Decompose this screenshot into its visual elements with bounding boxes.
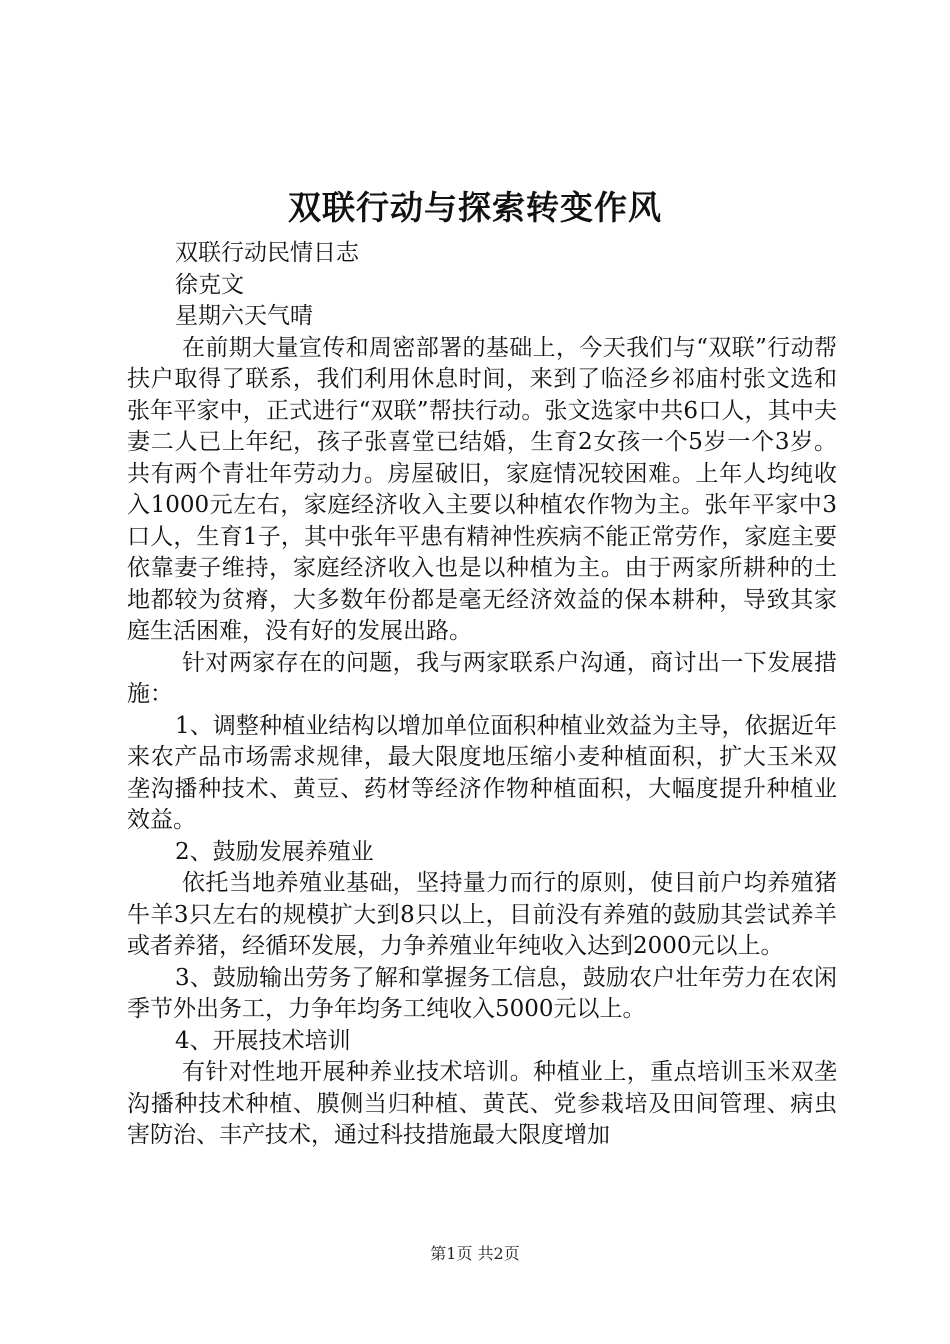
measure-item: 2、鼓励发展养殖业 <box>175 838 374 865</box>
body-paragraph: 针对两家存在的问题，我与两家联系户沟通，商讨出一下发展措施： <box>127 649 837 707</box>
body-paragraph: 依托当地养殖业基础，坚持量力而行的原则，使目前户均养殖猪牛羊3只左右的规模扩大到8只以上，目前没有养殖的鼓励其尝试养羊或者养猪，经循环发展，力争养殖业年纯收入达到2000元以上。 <box>127 870 837 959</box>
document-title: 双联行动与探索转变作风 <box>288 188 662 227</box>
body-paragraph: 在前期大量宣传和周密部署的基础上，今天我们与“双联”行动帮扶户取得了联系，我们利用休息时间，来到了临泾乡祁庙村张文选和张年平家中，正式进行“双联”帮扶行动。张文选家中共6口人，其中夫妻二人已上年纪，孩子张喜堂已结婚，生育2女孩一个5岁一个3岁。共有两个青壮年劳动力。房屋破旧，家庭情况较困难。上年人均纯收入1000元左右，家庭经济收入主要以种植农作物为主。张年平家中3口人，生育1子，其中张年平患有精神性疾病不能正常劳作，家庭主要依靠妻子维持，家庭经济收入也是以种植为主。由于两家所耕种的土地都较为贫瘠，大多数年份都是毫无经济效益的保本耕种，导致其家庭生活困难，没有好的发展出路。 <box>127 334 837 644</box>
measure-item: 1、调整种植业结构以增加单位面积种植业效益为主导，依据近年来农产品市场需求规律，最大限度地压缩小麦种植面积，扩大玉米双垄沟播种技术、黄豆、药材等经济作物种植面积，大幅度提升种植业效益。 <box>127 712 837 833</box>
diary-heading: 双联行动民情日志 <box>175 240 359 266</box>
date-weather: 星期六天气晴 <box>175 303 313 329</box>
body-paragraph: 有针对性地开展种养业技术培训。种植业上，重点培训玉米双垄沟播种技术种植、膜侧当归种植、黄芪、党参栽培及田间管理、病虫害防治、丰产技术，通过科技措施最大限度增加 <box>127 1059 837 1148</box>
page-footer: 第1页 共2页 <box>430 1244 520 1263</box>
author-name: 徐克文 <box>175 271 244 298</box>
measure-item: 4、开展技术培训 <box>175 1027 351 1054</box>
document-body <box>127 238 837 1152</box>
measure-item: 3、鼓励输出劳务了解和掌握务工信息，鼓励农户壮年劳力在农闲季节外出务工，力争年均务工纯收入5000元以上。 <box>127 964 837 1022</box>
